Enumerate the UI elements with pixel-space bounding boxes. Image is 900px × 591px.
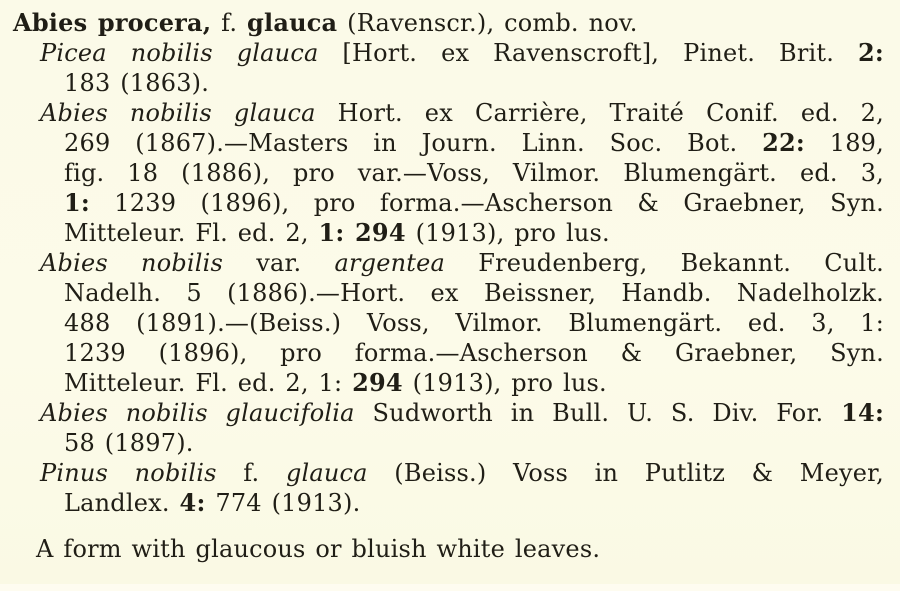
- scan-artifact-strip: [0, 584, 900, 591]
- emphasized-text: 14:: [841, 398, 884, 427]
- text-segment: 269 (1867).—Masters in Journ. Linn. Soc. Bot.: [64, 129, 763, 157]
- text-segment: Hort. ex Carrière, Traité Conif. ed. 2,: [315, 99, 884, 127]
- text-segment: 1239 (1896), pro forma.—Ascherson & Graebner, Syn.: [89, 189, 884, 217]
- text-line: [0, 488, 884, 518]
- text-line: [0, 38, 884, 68]
- text-segment: Mitteleur. Fl. ed. 2,: [64, 219, 319, 247]
- text-segment: Freudenberg, Bekannt. Cult.: [445, 249, 884, 277]
- text-line: [0, 428, 884, 458]
- text-line: [0, 308, 884, 338]
- text-line: [0, 98, 884, 128]
- taxon-name: Picea nobilis glauca: [40, 39, 319, 67]
- text-line: [0, 458, 884, 488]
- taxon-name: Pinus nobilis: [40, 459, 217, 487]
- synonym-entry: [0, 98, 884, 248]
- text-segment: var.: [223, 249, 335, 277]
- document-text-block: [0, 8, 884, 564]
- text-line: [0, 278, 884, 308]
- text-segment: Landlex.: [64, 489, 180, 517]
- text-line: [0, 534, 884, 564]
- text-segment: f.: [216, 459, 286, 487]
- text-line: [0, 68, 884, 98]
- text-segment: (Ravenscr.), comb. nov.: [337, 9, 638, 37]
- text-line: [0, 158, 884, 188]
- synonym-entry: [0, 248, 884, 398]
- text-line: [0, 368, 884, 398]
- text-segment: Sudworth in Bull. U. S. Div. For.: [354, 399, 842, 427]
- text-line: [0, 8, 884, 38]
- text-segment: [Hort. ex Ravenscroft], Pinet. Brit.: [318, 39, 859, 67]
- synonym-entry: [0, 458, 884, 518]
- text-segment: 774 (1913).: [205, 489, 361, 517]
- text-line: [0, 218, 884, 248]
- emphasized-text: 294: [352, 368, 403, 397]
- taxon-heading: [0, 8, 884, 38]
- taxon-name: argentea: [334, 249, 446, 277]
- synonym-entry: [0, 398, 884, 458]
- emphasized-text: 1:: [64, 188, 90, 217]
- text-segment: 58 (1897).: [64, 429, 194, 457]
- text-segment: 1239 (1896), pro forma.—Ascherson & Graebner, Syn.: [64, 339, 884, 367]
- taxon-name: Abies nobilis: [40, 249, 224, 277]
- text-segment: 189,: [804, 129, 884, 157]
- taxon-name: Abies nobilis glauca: [40, 99, 316, 127]
- emphasized-text: Abies procera,: [13, 8, 212, 37]
- text-segment: fig. 18 (1886), pro var.—Voss, Vilmor. Blumengärt. ed. 3,: [64, 159, 884, 187]
- text-line: [0, 398, 884, 428]
- emphasized-text: 22:: [762, 128, 805, 157]
- synonym-entry: [0, 38, 884, 98]
- text-segment: A form with glaucous or bluish white leaves.: [36, 535, 601, 563]
- description-note: [0, 534, 884, 564]
- text-segment: Mitteleur. Fl. ed. 2, 1:: [64, 369, 353, 397]
- text-segment: (Beiss.) Voss in Putlitz & Meyer,: [367, 459, 884, 487]
- text-line: [0, 338, 884, 368]
- text-segment: 488 (1891).—(Beiss.) Voss, Vilmor. Blumengärt. ed. 3, 1:: [64, 309, 884, 337]
- text-segment: Nadelh. 5 (1886).—Hort. ex Beissner, Handb. Nadelholzk.: [64, 279, 884, 307]
- emphasized-text: 1: 294: [318, 218, 406, 247]
- text-segment: (1913), pro lus.: [405, 219, 610, 247]
- taxon-name: Abies nobilis glaucifolia: [40, 399, 355, 427]
- text-line: [0, 188, 884, 218]
- emphasized-text: glauca: [247, 8, 338, 37]
- text-segment: 183 (1863).: [64, 69, 210, 97]
- text-segment: f.: [211, 9, 248, 37]
- text-line: [0, 248, 884, 278]
- text-line: [0, 128, 884, 158]
- text-segment: (1913), pro lus.: [402, 369, 607, 397]
- emphasized-text: 4:: [179, 488, 206, 517]
- taxon-name: glauca: [285, 459, 368, 487]
- emphasized-text: 2:: [858, 38, 884, 67]
